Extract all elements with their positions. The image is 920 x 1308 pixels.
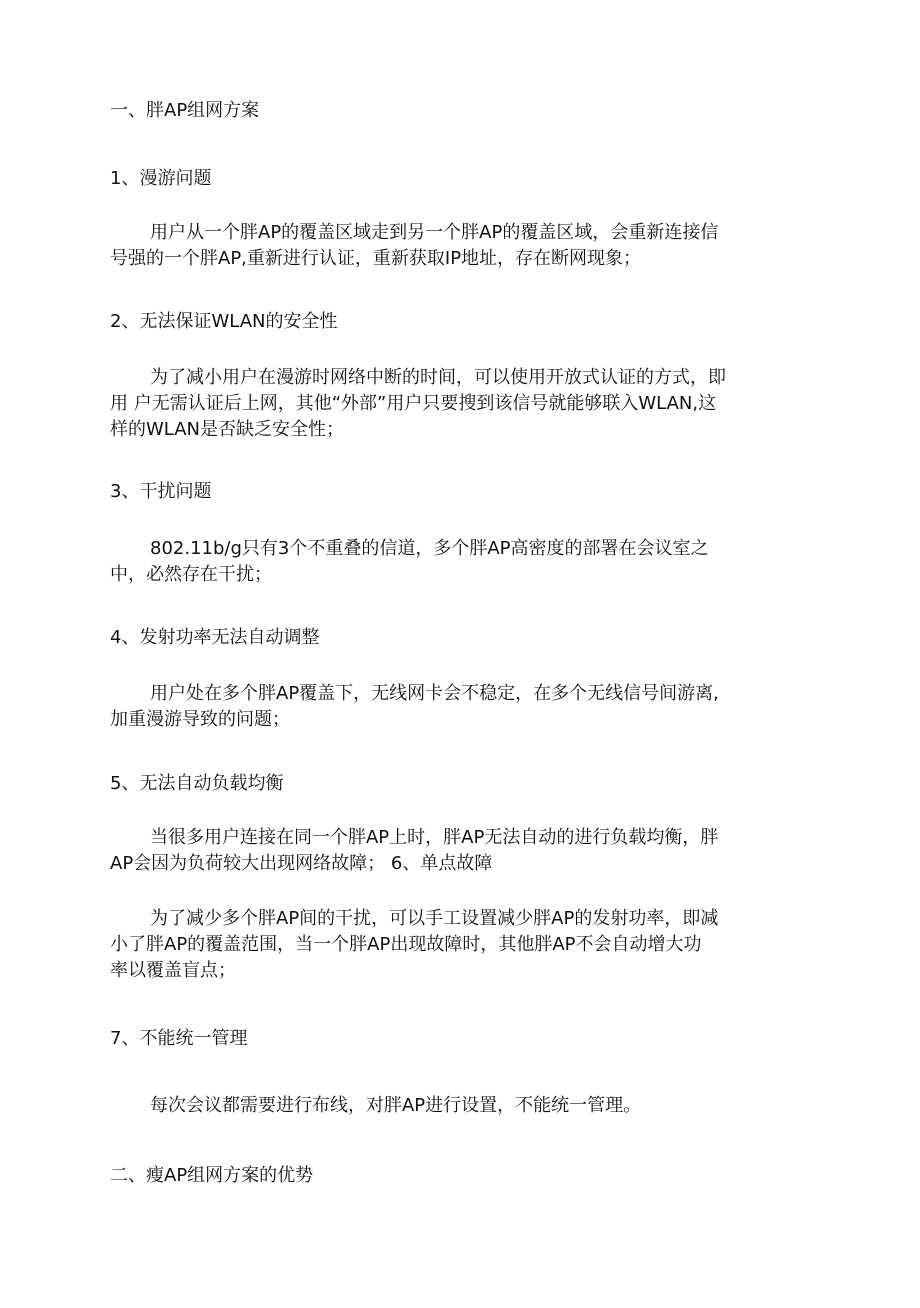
paragraph-line: 用户处在多个胖AP覆盖下，无线网卡会不稳定，在多个无线信号间游离, [150,683,719,704]
paragraph-1 [110,220,800,272]
paragraph-line: 每次会议都需要进行布线，对胖AP进行设置，不能统一管理。 [150,1095,642,1116]
subsection-title-text: 7、不能统一管理 [110,1028,248,1049]
paragraph-7 [110,1093,800,1119]
paragraph-line: 加重漫游导致的问题； [110,709,290,730]
paragraph-line: 为了减少多个胖AP间的干扰，可以手工设置减少胖AP的发射功率，即减 [150,908,719,929]
section-heading-2 [110,1163,800,1189]
paragraph-4 [110,681,800,733]
paragraph-line: 用户从一个胖AP的覆盖区域走到另一个胖AP的覆盖区域，会重新连接信 [150,222,719,243]
subsection-title-text: 1、漫游问题 [110,168,212,189]
heading-text: 一、胖AP组网方案 [110,100,260,121]
paragraph-line: 小了胖AP的覆盖范围，当一个胖AP出现故障时，其他胖AP不会自动增大功 [110,934,702,955]
paragraph-line: 802.11b/g只有3个不重叠的信道，多个胖AP高密度的部署在会议室之 [150,538,709,559]
subsection-title-5 [110,771,800,797]
heading-text: 二、瘦AP组网方案的优势 [110,1165,314,1186]
subsection-title-text: 2、无法保证WLAN的安全性 [110,311,338,332]
paragraph-line: 率以覆盖盲点； [110,960,236,981]
paragraph-line: 用 户无需认证后上网，其他“外部”用户只要搜到该信号就能够联入WLAN,这 [110,393,717,414]
paragraph-5 [110,825,800,877]
paragraph-line: 中，必然存在干扰； [110,564,272,585]
subsection-title-text: 5、无法自动负载均衡 [110,773,284,794]
paragraph-6 [110,906,800,984]
subsection-title-3 [110,479,800,505]
subsection-title-2 [110,309,800,335]
section-heading-1 [110,98,800,124]
paragraph-3 [110,536,800,588]
paragraph-line: 样的WLAN是否缺乏安全性； [110,419,345,440]
paragraph-line: AP会因为负荷较大出现网络故障； 6、单点故障 [110,853,493,874]
paragraph-2 [110,365,800,443]
paragraph-line: 当很多用户连接在同一个胖AP上时，胖AP无法自动的进行负载均衡，胖 [150,827,719,848]
subsection-title-text: 3、干扰问题 [110,481,212,502]
subsection-title-4 [110,625,800,651]
subsection-title-1 [110,166,800,192]
subsection-title-text: 4、发射功率无法自动调整 [110,627,320,648]
paragraph-line: 为了减小用户在漫游时网络中断的时间，可以使用开放式认证的方式，即 [150,367,726,388]
paragraph-line: 号强的一个胖AP,重新进行认证，重新获取IP地址，存在断网现象； [110,248,642,269]
subsection-title-7 [110,1026,800,1052]
